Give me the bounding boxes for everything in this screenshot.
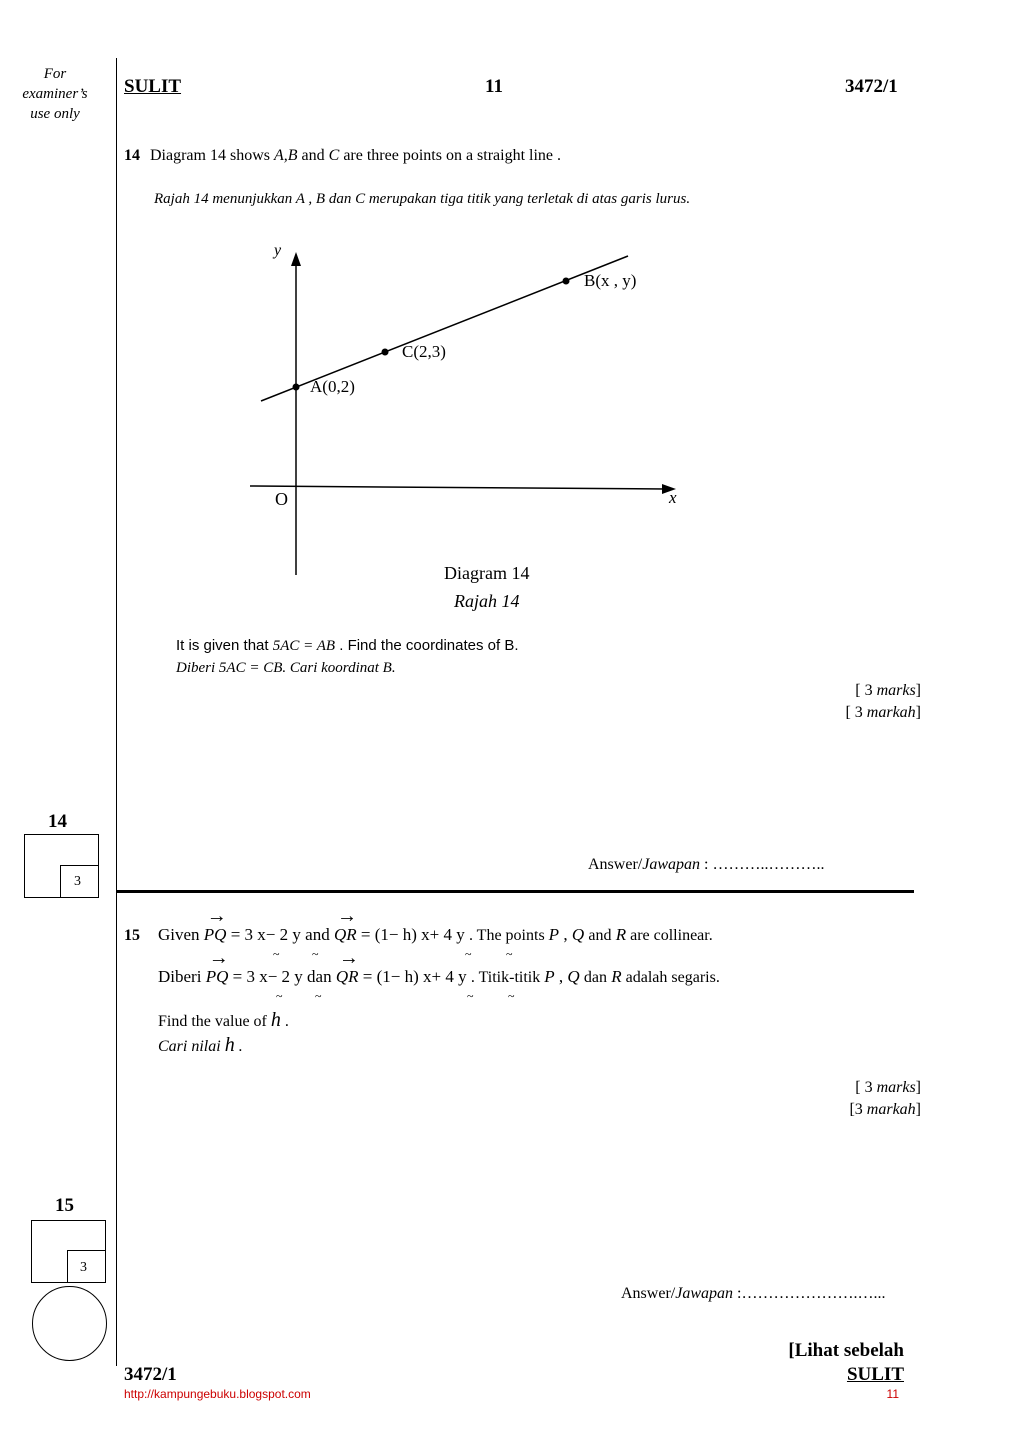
y-axis-label: y bbox=[274, 242, 282, 259]
vector-pq bbox=[203, 905, 227, 945]
q15-point: Q bbox=[567, 967, 580, 986]
tilde-icon: ~ bbox=[312, 947, 319, 961]
examiner-label-line: For bbox=[43, 66, 67, 82]
marks-part: [3 bbox=[849, 1101, 867, 1118]
q14-text-ms: Rajah 14 menunjukkan A , B dan C merupakan tiga titik yang terletak di atas garis lurus. bbox=[154, 191, 691, 207]
q15-point: R bbox=[611, 967, 622, 986]
q15-expression: = 3 x− 2 y bbox=[232, 967, 303, 986]
q15-find-part: h bbox=[270, 1009, 281, 1031]
answer-part: :………………….…... bbox=[733, 1285, 886, 1302]
vector-qr-label: QR bbox=[333, 925, 357, 944]
q15-text-part: . The points bbox=[468, 927, 549, 944]
margin-q14-number: 14 bbox=[48, 811, 67, 832]
marks-part: ] bbox=[915, 704, 921, 721]
diagram-caption-en: Diagram 14 bbox=[444, 563, 530, 583]
vector-arrow-icon: → bbox=[206, 905, 227, 927]
footer-url[interactable]: http://kampungebuku.blogspot.com bbox=[124, 1387, 311, 1401]
y-axis-arrow-icon bbox=[291, 252, 301, 266]
q14-given-part: . Find the coordinates of B. bbox=[335, 637, 519, 654]
q14-marks-ms bbox=[845, 704, 921, 722]
vector-qr bbox=[335, 947, 359, 987]
vector-arrow-icon: → bbox=[336, 905, 357, 927]
q15-word: and bbox=[305, 925, 330, 944]
point-a-dot bbox=[293, 384, 300, 391]
q15-find-ms: Cari nilai h . bbox=[158, 1034, 243, 1056]
q15-marks-ms bbox=[849, 1101, 921, 1119]
q14-text-part: C bbox=[328, 147, 340, 164]
q15-text-part: . Titik-titik bbox=[470, 969, 545, 986]
marks-part: [ 3 bbox=[845, 704, 867, 721]
q14-text-part: Diagram 14 shows bbox=[150, 147, 274, 164]
answer-part: Answer/ bbox=[588, 856, 643, 873]
vector-qr-label: QR bbox=[335, 967, 359, 986]
marks-part: ] bbox=[915, 1079, 921, 1096]
header-paper-code: 3472/1 bbox=[845, 76, 898, 97]
q14-number: 14 bbox=[124, 147, 140, 164]
tilde-icon: ~ bbox=[506, 947, 513, 961]
vector-pq-label: PQ bbox=[203, 925, 227, 944]
header-sulit: SULIT bbox=[124, 76, 182, 97]
q15-expression: = (1− h) x+ 4 y bbox=[360, 925, 465, 944]
margin-q15-number: 15 bbox=[55, 1195, 74, 1216]
q14-given-part: It is given that bbox=[176, 637, 273, 654]
q14-text-part: are three points on a straight line . bbox=[339, 147, 562, 164]
footer-sulit: SULIT bbox=[846, 1364, 904, 1385]
q14-text-part: A,B bbox=[273, 147, 298, 164]
vector-arrow-icon: → bbox=[338, 947, 359, 969]
margin-q15-marks: 3 bbox=[80, 1260, 87, 1275]
q14-given-part: 5AC = AB bbox=[272, 638, 336, 654]
q15-word: Diberi bbox=[158, 967, 202, 986]
q15-find-part: h bbox=[224, 1034, 235, 1056]
marks-part: ] bbox=[915, 1101, 921, 1118]
vector-qr bbox=[333, 905, 357, 945]
x-axis bbox=[250, 486, 666, 489]
q15-text-en: Given → PQ = 3 x− 2 y and → QR = (1− h) x+ 4 y . The points P , Q and R are collinear. bbox=[158, 905, 713, 944]
tilde-icon: ~ bbox=[508, 989, 515, 1003]
origin-label: O bbox=[275, 489, 288, 509]
tilde-icon: ~ bbox=[467, 989, 474, 1003]
tilde-icon: ~ bbox=[315, 989, 322, 1003]
q15-text-part: are collinear. bbox=[626, 927, 713, 944]
question-separator bbox=[116, 890, 914, 893]
footer-page-number: 11 bbox=[886, 1387, 899, 1401]
point-a-label: A(0,2) bbox=[310, 377, 355, 396]
q15-text-ms: Diberi → PQ = 3 x− 2 y dan → QR = (1− h) x+ 4 y . Titik-titik P , Q dan R adalah segaris. bbox=[158, 947, 720, 986]
footer-paper-code: 3472/1 bbox=[124, 1364, 177, 1385]
point-c-label: C(2,3) bbox=[402, 342, 446, 361]
q15-point: P bbox=[548, 925, 560, 944]
point-c-dot bbox=[382, 349, 389, 356]
q14-given-ms: Diberi 5AC = CB. Cari koordinat B. bbox=[176, 660, 396, 676]
marks-part: marks bbox=[876, 682, 916, 699]
q15-point: Q bbox=[571, 925, 585, 944]
q15-expression: = (1− h) x+ 4 y bbox=[362, 967, 467, 986]
q15-marks-en bbox=[855, 1079, 921, 1097]
marks-part: markah bbox=[866, 1101, 916, 1118]
q15-find-en: Find the value of h . bbox=[158, 1009, 289, 1031]
answer-part: Jawapan bbox=[675, 1285, 733, 1302]
q15-word: and bbox=[588, 927, 612, 944]
q15-find-part: Find the value of bbox=[158, 1013, 271, 1030]
tilde-icon: ~ bbox=[276, 989, 283, 1003]
vector-pq-label: PQ bbox=[205, 967, 229, 986]
vector-pq bbox=[205, 947, 229, 987]
marks-part: [ 3 bbox=[855, 1079, 877, 1096]
margin-total-circle bbox=[32, 1286, 107, 1361]
q15-point: R bbox=[615, 925, 627, 944]
header-page-number: 11 bbox=[485, 76, 503, 97]
q14-marks-en bbox=[855, 682, 921, 700]
tilde-icon: ~ bbox=[465, 947, 472, 961]
point-b-dot bbox=[563, 278, 570, 285]
q14-given-en bbox=[176, 637, 519, 655]
margin-q14-marks: 3 bbox=[74, 874, 81, 889]
diagram-caption-ms: Rajah 14 bbox=[454, 591, 520, 611]
point-b-label: B(x , y) bbox=[584, 271, 637, 290]
examiner-label-line: examiner’s bbox=[22, 86, 88, 102]
q15-point: P bbox=[544, 967, 555, 986]
q14-answer-line bbox=[588, 856, 824, 874]
answer-part: Answer/ bbox=[621, 1285, 676, 1302]
q15-word: dan bbox=[307, 967, 332, 986]
q15-word: Given bbox=[158, 925, 200, 944]
marks-part: markah bbox=[866, 704, 916, 721]
q14-text-part: and bbox=[297, 147, 329, 164]
marks-part: ] bbox=[915, 682, 921, 699]
q15-expression: = 3 x− 2 y bbox=[230, 925, 301, 944]
q15-text-part: adalah segaris. bbox=[621, 969, 720, 986]
q15-number: 15 bbox=[124, 927, 140, 944]
x-axis-label: x bbox=[669, 488, 677, 507]
answer-part: Jawapan bbox=[642, 856, 700, 873]
marks-part: [ 3 bbox=[855, 682, 877, 699]
q15-word: dan bbox=[583, 969, 608, 986]
vector-arrow-icon: → bbox=[208, 947, 229, 969]
q15-answer-line bbox=[621, 1285, 885, 1303]
answer-part: : ………..……….. bbox=[700, 856, 825, 873]
tilde-icon: ~ bbox=[273, 947, 280, 961]
footer-lihat-sebelah: [Lihat sebelah bbox=[788, 1340, 904, 1361]
marks-part: marks bbox=[876, 1079, 916, 1096]
q15-find-part: Cari nilai bbox=[158, 1038, 225, 1055]
examiner-label-line: use only bbox=[30, 106, 80, 122]
